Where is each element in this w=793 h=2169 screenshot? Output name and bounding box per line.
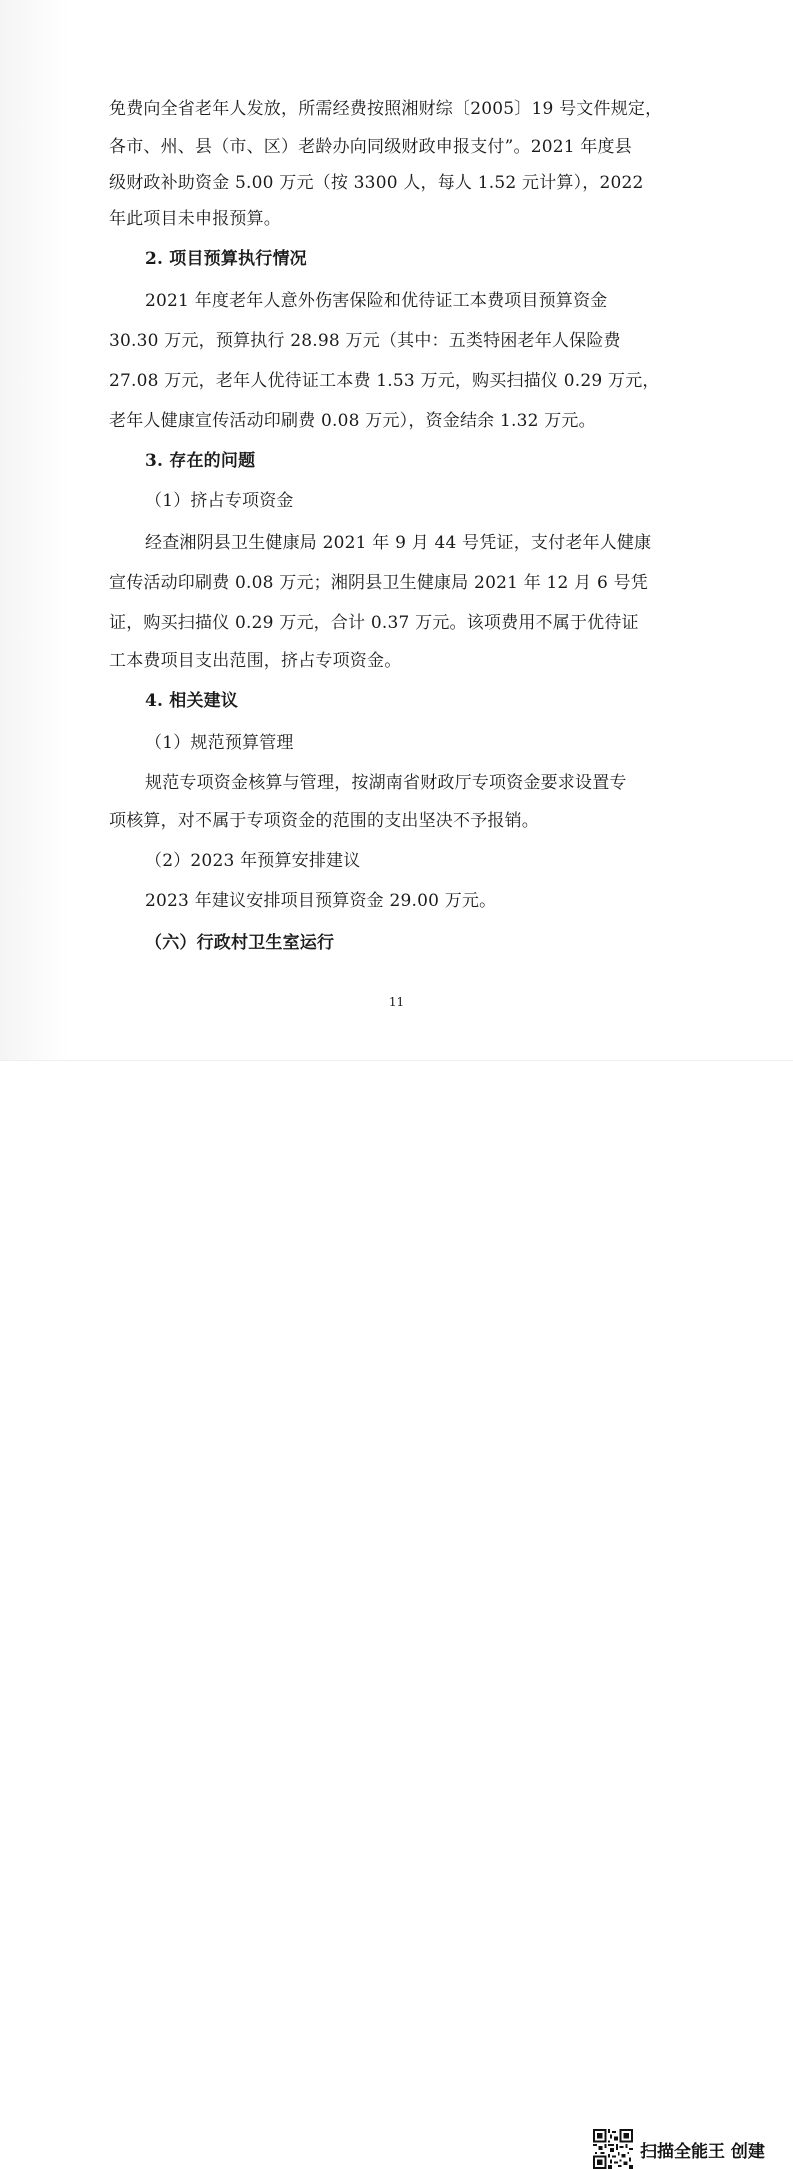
body-line-14: 证，购买扫描仪 0.29 万元，合计 0.37 万元。该项费用不属于优待证 bbox=[109, 613, 639, 633]
body-line-18: 规范专项资金核算与管理，按湖南省财政厅专项资金要求设置专 bbox=[145, 773, 627, 793]
scanner-watermark-text: 扫描全能王 创建 bbox=[640, 2142, 765, 2162]
body-line-2: 各市、州、县（市、区）老龄办向同级财政申报支付”。2021 年度县 bbox=[109, 137, 632, 157]
body-line-8: 27.08 万元，老年人优待证工本费 1.53 万元，购买扫描仪 0.29 万元， bbox=[109, 371, 660, 391]
body-line-7: 30.30 万元，预算执行 28.98 万元（其中：五类特困老年人保险费 bbox=[109, 331, 621, 351]
subheading-3-1: （1）挤占专项资金 bbox=[145, 491, 294, 511]
body-line-19: 项核算，对不属于专项资金的范围的支出坚决不予报销。 bbox=[109, 811, 539, 831]
body-line-3: 级财政补助资金 5.00 万元（按 3300 人，每人 1.52 元计算），2022 bbox=[109, 173, 644, 193]
body-line-13: 宣传活动印刷费 0.08 万元；湘阴县卫生健康局 2021 年 12 月 6 号凭 bbox=[109, 573, 648, 593]
section-heading-6: （六）行政村卫生室运行 bbox=[145, 933, 335, 953]
body-line-4: 年此项目未申报预算。 bbox=[109, 209, 281, 229]
section-heading-4: 4. 相关建议 bbox=[145, 691, 239, 711]
body-line-15: 工本费项目支出范围，挤占专项资金。 bbox=[109, 651, 402, 671]
body-line-9: 老年人健康宣传活动印刷费 0.08 万元），资金结余 1.32 万元。 bbox=[109, 411, 596, 431]
page-number: 11 bbox=[388, 995, 405, 1009]
qr-code-icon bbox=[593, 2129, 633, 2169]
section-heading-2: 2. 项目预算执行情况 bbox=[145, 249, 307, 269]
scan-shadow-edge bbox=[0, 0, 72, 1060]
scanner-footer bbox=[0, 1060, 793, 2162]
subheading-4-1: （1）规范预算管理 bbox=[145, 733, 294, 753]
section-heading-3: 3. 存在的问题 bbox=[145, 451, 256, 471]
subheading-4-2: （2）2023 年预算安排建议 bbox=[145, 851, 361, 871]
body-line-12: 经查湘阴县卫生健康局 2021 年 9 月 44 号凭证，支付老年人健康 bbox=[145, 533, 652, 553]
body-line-1: 免费向全省老年人发放，所需经费按照湘财综〔2005〕19 号文件规定， bbox=[109, 99, 663, 119]
body-line-21: 2023 年建议安排项目预算资金 29.00 万元。 bbox=[145, 891, 497, 911]
body-line-6: 2021 年度老年人意外伤害保险和优待证工本费项目预算资金 bbox=[145, 291, 608, 311]
